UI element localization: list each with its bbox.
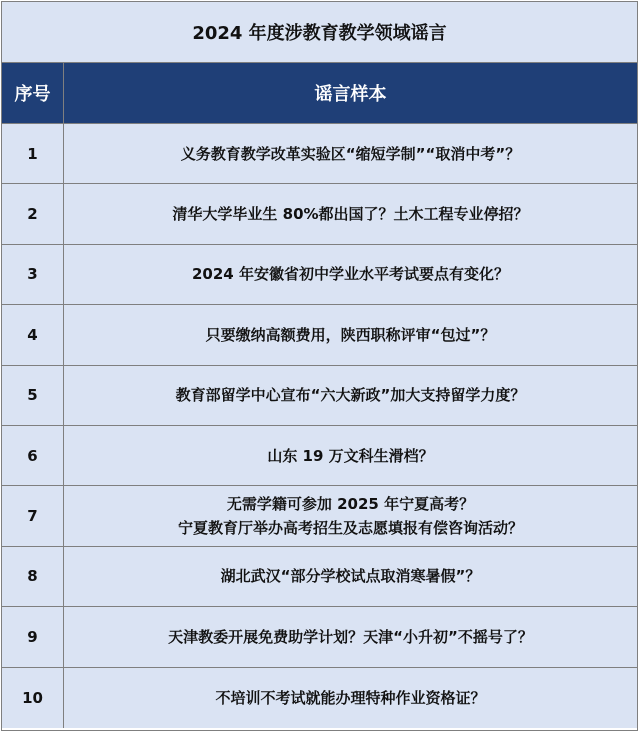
row-serial-number: 5 bbox=[2, 366, 64, 425]
table-title bbox=[2, 2, 637, 63]
header-rumor-sample: 谣言样本 bbox=[314, 84, 387, 105]
row-serial-number: 1 bbox=[2, 124, 64, 183]
row-rumor-text: 天津教委开展免费助学计划？天津“小升初”不摇号了？ bbox=[168, 627, 533, 646]
row-rumor-text: 湖北武汉“部分学校试点取消寒暑假”？ bbox=[220, 567, 481, 586]
row-rumor-text: 不培训不考试就能办理特种作业资格证？ bbox=[215, 688, 486, 707]
table-row bbox=[2, 305, 637, 365]
row-rumor-text: 2024 年安徽省初中学业水平考试要点有变化？ bbox=[192, 265, 509, 284]
rumor-table bbox=[1, 1, 638, 731]
row-rumor-text: 清华大学毕业生 80%都出国了？土木工程专业停招？ bbox=[172, 205, 529, 224]
table-row bbox=[2, 124, 637, 184]
row-serial-number: 7 bbox=[2, 486, 64, 545]
row-serial-number: 10 bbox=[2, 668, 64, 728]
row-rumor-text: 义务教育教学改革实验区“缩短学制”“取消中考”？ bbox=[180, 144, 521, 163]
row-serial-number: 9 bbox=[2, 607, 64, 666]
table-title-text: 2024 年度涉教育教学领域谣言 bbox=[192, 23, 447, 44]
row-rumor-text: 只要缴纳高额费用，陕西职称评审“包过”？ bbox=[205, 325, 496, 344]
table-body bbox=[2, 124, 637, 728]
row-serial-number: 4 bbox=[2, 305, 64, 364]
table-row bbox=[2, 366, 637, 426]
table-row bbox=[2, 486, 637, 546]
table-row bbox=[2, 607, 637, 667]
table-row bbox=[2, 668, 637, 728]
row-rumor-text: 山东 19 万文科生滑档？ bbox=[267, 446, 434, 465]
table-row bbox=[2, 184, 637, 244]
row-rumor-text: 无需学籍可参加 2025 年宁夏高考？ 宁夏教育厅举办高考招生及志愿填报有偿咨询活动？ bbox=[177, 495, 523, 538]
row-serial-number: 2 bbox=[2, 184, 64, 243]
row-serial-number: 6 bbox=[2, 426, 64, 485]
table-row bbox=[2, 245, 637, 305]
row-serial-number: 8 bbox=[2, 547, 64, 606]
table-header-row bbox=[2, 63, 637, 124]
row-rumor-text: 教育部留学中心宣布“六大新政”加大支持留学力度？ bbox=[175, 386, 526, 405]
table-row bbox=[2, 547, 637, 607]
row-serial-number: 3 bbox=[2, 245, 64, 304]
table-row bbox=[2, 426, 637, 486]
header-serial-number: 序号 bbox=[2, 63, 64, 123]
